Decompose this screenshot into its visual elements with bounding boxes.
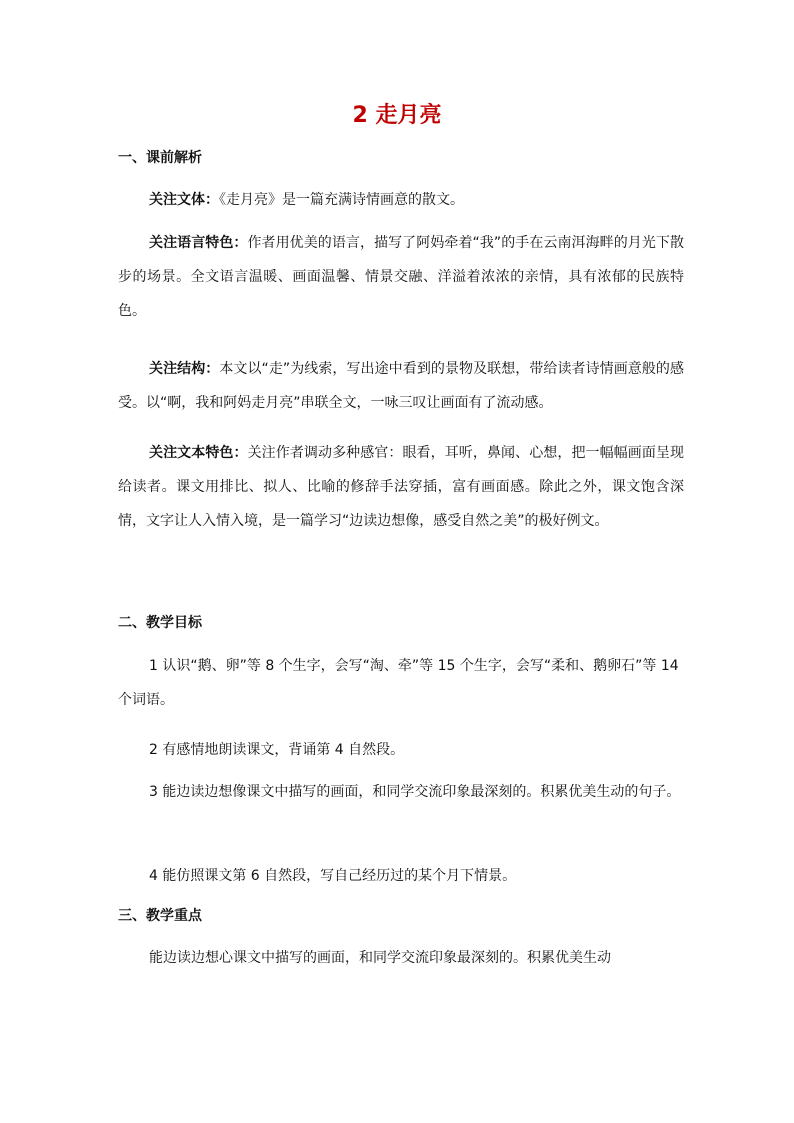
list-item-goal-2: 2 有感情地朗读课文，背诵第 4 自然段。 [149, 742, 405, 758]
list-item-focus-1: 能边读边想心课文中描写的画面，和同学交流印象最深刻的。积累优美生动 [149, 950, 611, 966]
list-item-goal-3: 3 能边读边想像课文中描写的画面，和同学交流印象最深刻的。积累优美生动的句子。 [149, 784, 681, 800]
paragraph-text: 关注作者调动多种感官：眼看，耳听，鼻闻、心想，把一幅幅画面呈现给读者。课文用排比、拟人、比喻的修辞手法穿插，富有画面感。除此之外，课文饱含深情，文字让人入情入境，是一篇学习“边读边想像，感受自然之美”的极好例文。 [118, 445, 685, 529]
paragraph-lead: 关注文本特色： [149, 445, 248, 461]
document-title: 2 走月亮 [352, 103, 442, 128]
section-heading-teaching-goals: 二、教学目标 [118, 615, 202, 631]
paragraph-lead: 关注文体： [149, 192, 219, 208]
section-heading-teaching-focus: 三、教学重点 [118, 908, 202, 924]
paragraph-text-features [118, 436, 684, 538]
paragraph-text: 作者用优美的语言，描写了阿妈牵着“我”的手在云南洱海畔的月光下散步的场景。全文语言温暖、画面温馨、情景交融、洋溢着浓浓的亲情，具有浓郁的民族特色。 [118, 235, 684, 319]
paragraph-genre [118, 183, 684, 217]
list-item-goal-4: 4 能仿照课文第 6 自然段，写自己经历过的某个月下情景。 [149, 868, 517, 884]
paragraph-lead: 关注语言特色： [149, 235, 248, 251]
paragraph-text: 《走月亮》是一篇充满诗情画意的散文。 [219, 192, 464, 208]
paragraph-structure [118, 352, 684, 420]
list-item-goal-1: 1 认识“鹅、卵”等 8 个生字，会写“淘、牵”等 15 个生字，会写“柔和、鹅卵石”等 14 个词语。 [118, 658, 679, 708]
section-heading-pre-lesson-analysis: 一、课前解析 [118, 150, 202, 166]
paragraph-lead: 关注结构： [149, 361, 220, 377]
paragraph-text: 本文以“走”为线索，写出途中看到的景物及联想，带给读者诗情画意般的感受。以“啊，我和阿妈走月亮”串联全文，一咏三叹让画面有了流动感。 [118, 361, 684, 411]
paragraph-language-features [118, 226, 684, 328]
